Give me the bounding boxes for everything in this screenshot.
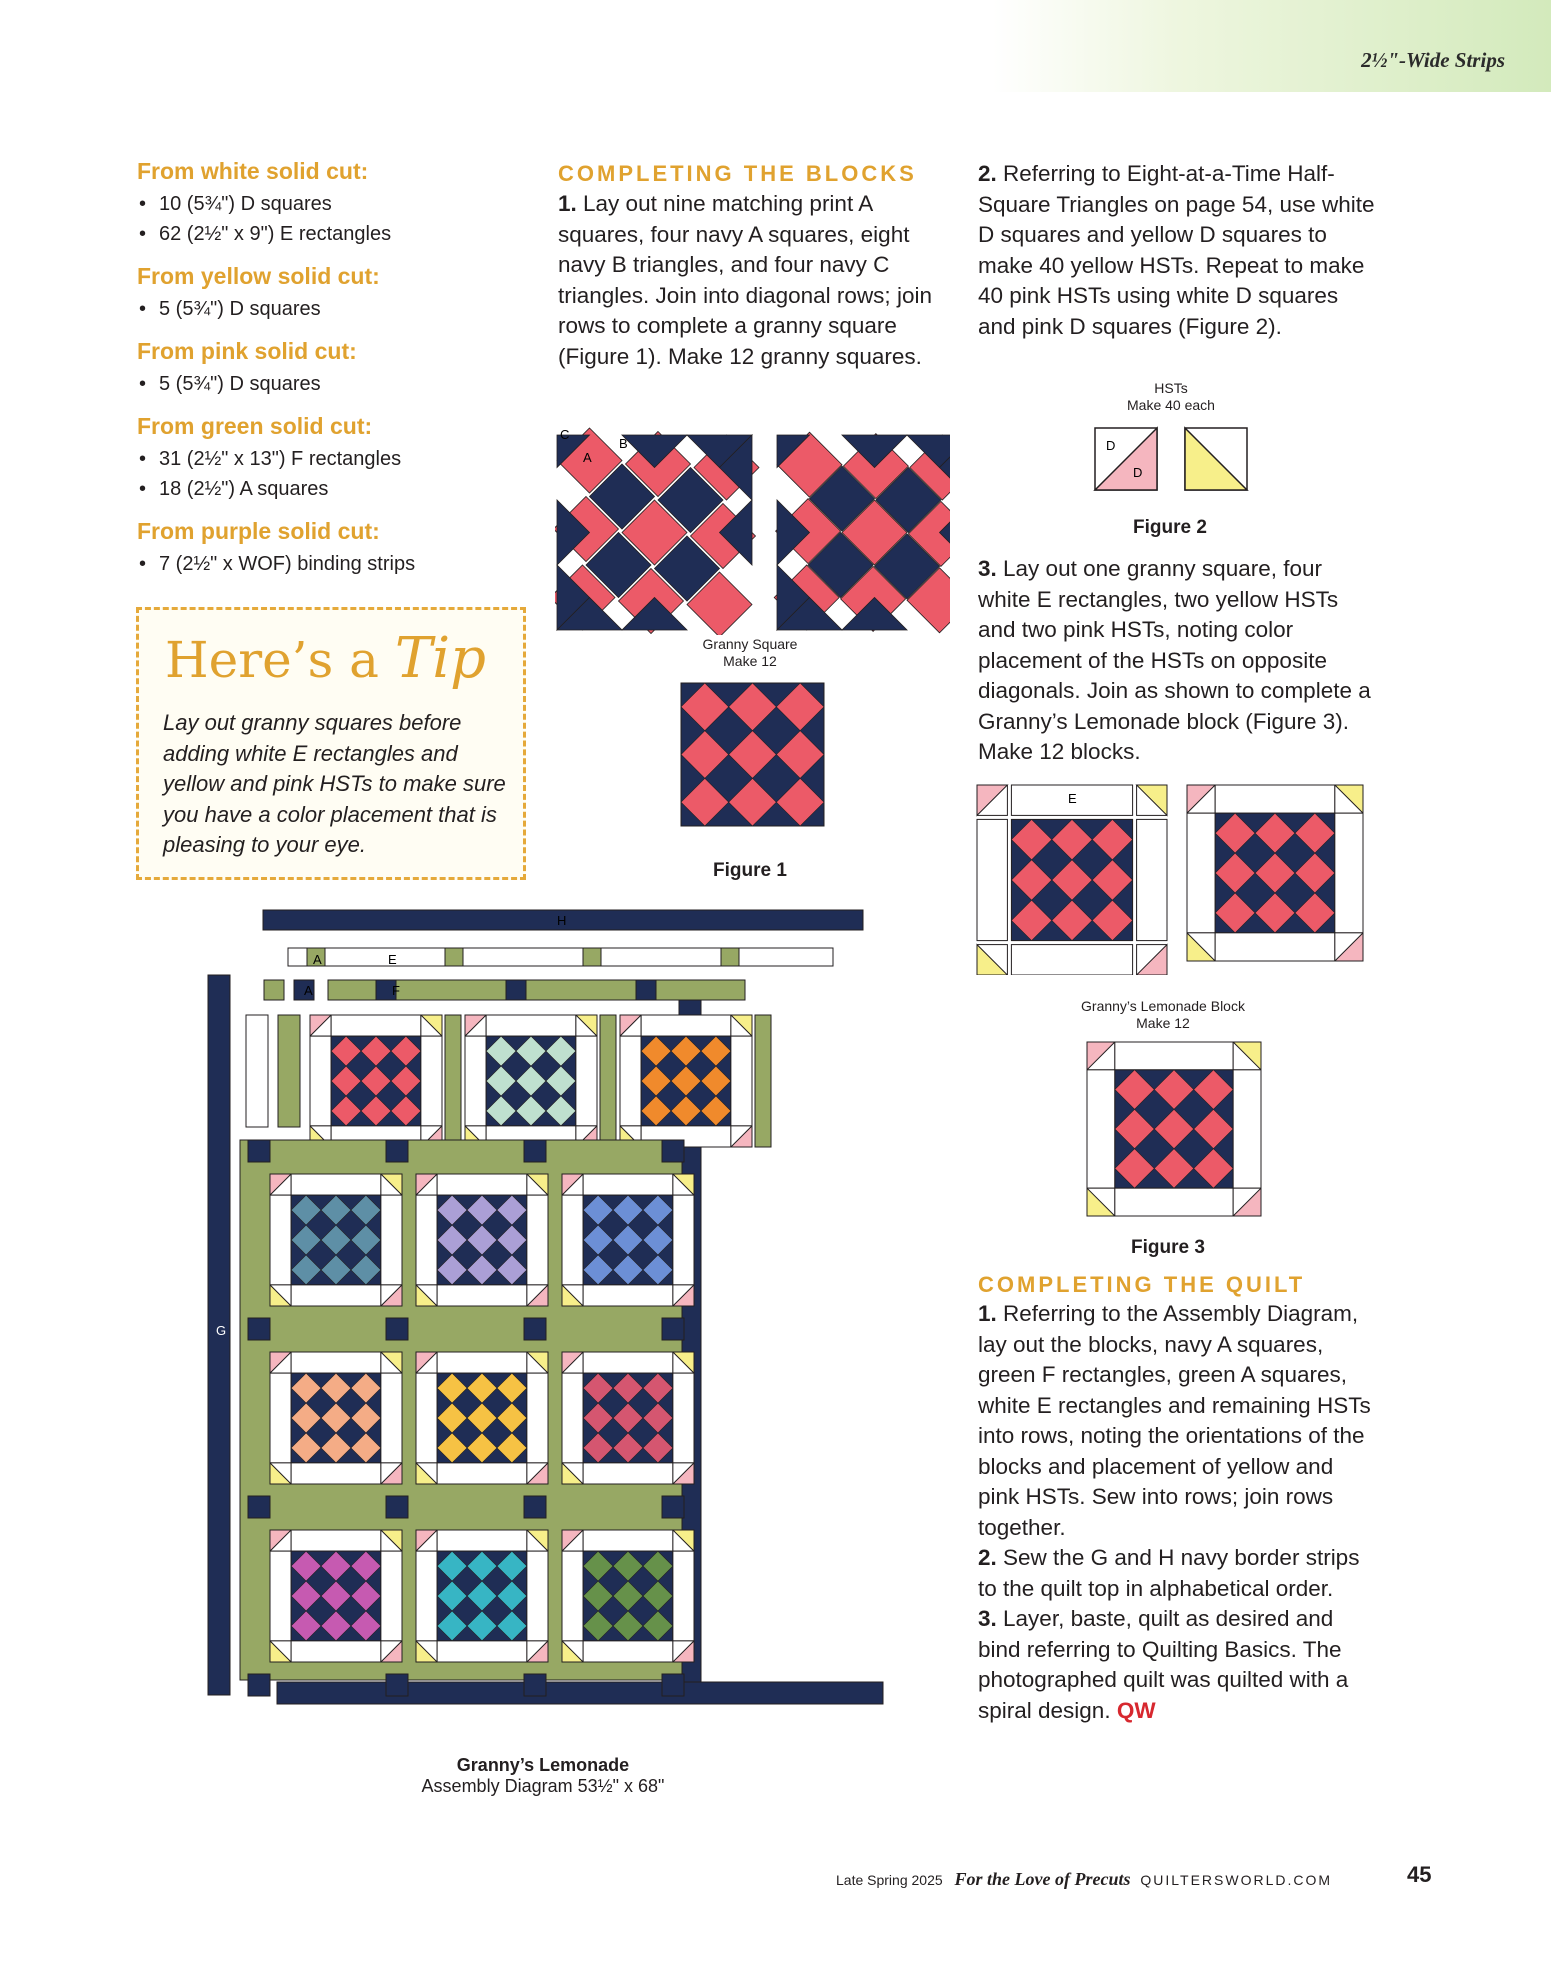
tip-title (165, 626, 486, 691)
navy-cornerstone (524, 1496, 546, 1518)
granny-square-rows-right (774, 432, 950, 633)
green-a-square-single (264, 980, 284, 1000)
white-e-rectangle (270, 1551, 291, 1641)
header-band (0, 0, 1551, 92)
step-number: 1. (978, 1301, 997, 1326)
cut-item: • 5 (5¾") D squares (137, 294, 517, 324)
assembly-caption (343, 1755, 743, 1797)
white-e-rectangle (562, 1195, 583, 1285)
white-e-rectangle (416, 1373, 437, 1463)
step-text: Lay out nine matching print A squares, four navy A squares, eight navy B triangles, and four navy C triangles. Join into diagonal rows; join rows to complete a granny square (Figure 1). Make 12 granny squares. (558, 191, 932, 369)
cutting-list (137, 158, 517, 593)
assembly-diagram (200, 905, 890, 1735)
step-number: 3. (978, 556, 997, 581)
white-e-rectangle (270, 1373, 291, 1463)
blocks-step3 (978, 554, 1378, 768)
step-number: 1. (558, 191, 577, 216)
navy-cornerstone (662, 1318, 684, 1340)
white-e-rectangle (465, 1036, 486, 1126)
white-e-rectangle (381, 1373, 402, 1463)
footer-magazine: For the Love of Precuts (954, 1869, 1131, 1889)
white-e-rectangle (437, 1530, 527, 1551)
white-e-rectangle (1215, 933, 1335, 961)
asm-label-e: E (388, 952, 397, 967)
white-e-rectangle (437, 1352, 527, 1373)
white-e-rectangle (291, 1641, 381, 1662)
running-head: 2½"-Wide Strips (1361, 48, 1505, 72)
end-mark: QW (1116, 1697, 1156, 1723)
fig1-subcaption (650, 636, 850, 670)
white-e-rectangle (977, 819, 1007, 940)
navy-cornerstone (386, 1318, 408, 1340)
blocks-step2 (978, 159, 1378, 342)
white-e-rectangle (673, 1195, 694, 1285)
white-e-rectangle (291, 1352, 381, 1373)
cut-item: • 5 (5¾") D squares (137, 369, 517, 399)
white-e-rectangle (1087, 1070, 1115, 1188)
figure3-caption: Figure 3 (1131, 1237, 1205, 1258)
asm-label-f: F (392, 983, 400, 998)
e-rectangle-row (288, 948, 833, 966)
granny-square-figure (680, 682, 825, 827)
lemonade-block-figure (1085, 1040, 1263, 1218)
white-e-rectangle (381, 1551, 402, 1641)
white-e-rectangle (562, 1551, 583, 1641)
footer-issue: Late Spring 2025 (836, 1872, 943, 1888)
white-e-rectangle (421, 1036, 442, 1126)
cut-item: • 18 (2½") A squares (137, 474, 517, 504)
fig2-header (1071, 380, 1271, 414)
fig2-head-line2: Make 40 each (1127, 397, 1215, 413)
fig3-sub-line2: Make 12 (1136, 1015, 1190, 1031)
step-text: Sew the G and H navy border strips to the quilt top in alphabetical order. (978, 1545, 1360, 1601)
cut-item: • 31 (2½" x 13") F rectangles (137, 444, 517, 474)
white-e-rectangle (310, 1036, 331, 1126)
blocks-heading: COMPLETING THE BLOCKS (558, 161, 917, 186)
footer (836, 1869, 1332, 1890)
white-e-rectangle (416, 1551, 437, 1641)
block-layout-exploded (977, 785, 1167, 975)
figure3-layout (975, 783, 1365, 975)
white-e-rectangle (731, 1036, 752, 1126)
fig3-label-e: E (1068, 791, 1077, 806)
quilt-step2 (978, 1543, 1373, 1604)
white-e-rectangle (1215, 785, 1335, 813)
assembly-quilt (208, 910, 883, 1704)
white-e-rectangle (1233, 1070, 1261, 1188)
navy-cornerstone (386, 1140, 408, 1162)
border-h-bottom (277, 1682, 883, 1704)
asm-label-h: H (557, 913, 567, 928)
white-e-rectangle (527, 1373, 548, 1463)
f-rectangle-sash (445, 1015, 461, 1147)
cut-item: • 7 (2½" x WOF) binding strips (137, 549, 517, 579)
assembly-subtitle: Assembly Diagram 53½" x 68" (421, 1776, 665, 1796)
fig2-head-line1: HSTs (1154, 380, 1188, 396)
white-e-rectangle (291, 1285, 381, 1306)
white-e-rectangle (291, 1174, 381, 1195)
tip-text: Lay out granny squares before adding white E rectangles and yellow and pink HSTs to make sure you have a color placement that is pleasing to your eye. (163, 710, 506, 857)
figure1-diagram (555, 425, 950, 635)
fig2-label-d-bottom: D (1133, 465, 1143, 480)
white-e-rectangle (1137, 819, 1167, 940)
white-e-rectangle (583, 1530, 673, 1551)
white-e-rectangle (527, 1195, 548, 1285)
lemonade-block (1087, 1042, 1261, 1216)
white-e-rectangle (1115, 1042, 1233, 1070)
asm-label-a-navy: A (304, 983, 313, 998)
tip-title-script: Tip (394, 626, 486, 691)
asm-label-a-top: A (313, 952, 322, 967)
white-e-rectangle (527, 1551, 548, 1641)
navy-cornerstone (386, 1674, 408, 1696)
tip-box (136, 607, 526, 880)
step-text: Lay out one granny square, four white E rectangles, two yellow HSTs and two pink HSTs, noting color placement of the HSTs on opposite diagonals. Join as shown to complete a Granny’s Lemonade block (Figure 3). Make 12 blocks. (978, 556, 1371, 764)
green-a-square (721, 948, 739, 966)
navy-cornerstone (662, 1674, 684, 1696)
pink-hst (1095, 428, 1157, 490)
white-e-rectangle (437, 1463, 527, 1484)
white-e-rectangle (576, 1036, 597, 1126)
fig1-label-b: B (619, 436, 628, 451)
f-rectangle-sash (600, 1015, 616, 1147)
white-e-rectangle (486, 1015, 576, 1036)
white-e-rectangle (583, 1352, 673, 1373)
navy-cornerstone (524, 1318, 546, 1340)
white-e-rectangle (641, 1015, 731, 1036)
fig1-label-a: A (583, 450, 592, 465)
quilt-step3 (978, 1604, 1373, 1726)
navy-cornerstone (248, 1318, 270, 1340)
step-text: Referring to Eight-at-a-Time Half-Square Triangles on page 54, use white D squares and yellow D squares to make 40 yellow HSTs. Repeat to make 40 pink HSTs using white D squares and pink D squares (Figure 2). (978, 161, 1375, 339)
navy-cornerstone (248, 1496, 270, 1518)
white-e-rectangle (583, 1463, 673, 1484)
asm-label-g: G (216, 1323, 227, 1338)
cut-item: • 10 (5¾") D squares (137, 189, 517, 219)
green-a-square (583, 948, 601, 966)
white-e-rectangle (1187, 813, 1215, 933)
white-e-rectangle (437, 1174, 527, 1195)
step-number: 2. (978, 161, 997, 186)
white-e-rectangle (673, 1373, 694, 1463)
quilt-heading: COMPLETING THE QUILT (978, 1272, 1306, 1297)
white-e-rectangle (1011, 945, 1132, 975)
tip-title-lead: Here’s a (165, 631, 379, 689)
fig3-sub-line1: Granny’s Lemonade Block (1081, 998, 1245, 1014)
figure1-caption: Figure 1 (713, 860, 787, 881)
white-e-rectangle (291, 1463, 381, 1484)
step-text: Layer, baste, quilt as desired and bind referring to Quilting Basics. The photographed quilt was quilted with a spiral design. (978, 1606, 1349, 1723)
footer-site: QUILTERSWORLD.COM (1140, 1872, 1333, 1888)
white-e-rectangle (270, 1195, 291, 1285)
blocks-step1 (558, 189, 943, 372)
white-e-rectangle (331, 1015, 421, 1036)
white-e-rectangle (437, 1641, 527, 1662)
navy-cornerstone (662, 1140, 684, 1162)
navy-cornerstone (524, 1140, 546, 1162)
navy-cornerstone (248, 1674, 270, 1696)
figure2-caption: Figure 2 (1133, 517, 1207, 538)
cut-group-yellow (137, 263, 517, 324)
white-e-rectangle (416, 1195, 437, 1285)
step-number: 3. (978, 1606, 997, 1631)
navy-a-square (636, 980, 656, 1000)
cut-heading: From green solid cut: (137, 413, 373, 439)
f-rectangle-sash (755, 1015, 771, 1147)
white-e-rectangle (437, 1285, 527, 1306)
yellow-hst (1185, 428, 1247, 490)
white-e-rectangle (583, 1641, 673, 1662)
fig2-label-d-top: D (1106, 438, 1116, 453)
cut-group-green (137, 413, 517, 504)
navy-cornerstone (662, 1496, 684, 1518)
white-e-rectangle (583, 1174, 673, 1195)
cut-group-white (137, 158, 517, 249)
navy-cornerstone (248, 1140, 270, 1162)
fig3-subcaption (1063, 998, 1263, 1032)
cut-item: • 62 (2½" x 9") E rectangles (137, 219, 517, 249)
white-e-rectangle (562, 1373, 583, 1463)
block-layout-joined (1187, 785, 1363, 961)
e-rectangle-side (246, 1015, 268, 1127)
white-e-rectangle (673, 1551, 694, 1641)
white-e-rectangle (381, 1195, 402, 1285)
white-e-rectangle (620, 1036, 641, 1126)
assembly-title: Granny’s Lemonade (456, 1755, 630, 1775)
white-e-rectangle (1335, 813, 1363, 933)
navy-cornerstone (386, 1496, 408, 1518)
white-e-rectangle (1115, 1188, 1233, 1216)
page-number: 45 (1407, 1862, 1432, 1887)
fig1-label-c: C (560, 427, 570, 442)
cut-group-pink (137, 338, 517, 399)
step-number: 2. (978, 1545, 997, 1570)
f-rectangle-side (278, 1015, 300, 1127)
cut-heading: From pink solid cut: (137, 338, 357, 364)
cut-heading: From purple solid cut: (137, 518, 380, 544)
navy-a-square (506, 980, 526, 1000)
granny-square (681, 683, 824, 826)
quilt-steps (978, 1299, 1373, 1726)
step-text: Referring to the Assembly Diagram, lay out the blocks, navy A squares, green F rectangles, green A squares, white E rectangles and remaining HSTs into rows, noting the orientations of the blocks and placement of yellow and pink HSTs. Sew into rows; join rows together. (978, 1301, 1371, 1540)
cut-group-purple (137, 518, 517, 579)
white-e-rectangle (291, 1530, 381, 1551)
green-a-square (445, 948, 463, 966)
cut-heading: From yellow solid cut: (137, 263, 380, 289)
fig1-sub-line2: Make 12 (723, 653, 777, 669)
fig1-sub-line1: Granny Square (702, 636, 798, 652)
figure2-hsts (1090, 425, 1255, 493)
cut-heading: From white solid cut: (137, 158, 369, 184)
navy-cornerstone (524, 1674, 546, 1696)
white-e-rectangle (583, 1285, 673, 1306)
quilt-step1 (978, 1299, 1373, 1543)
